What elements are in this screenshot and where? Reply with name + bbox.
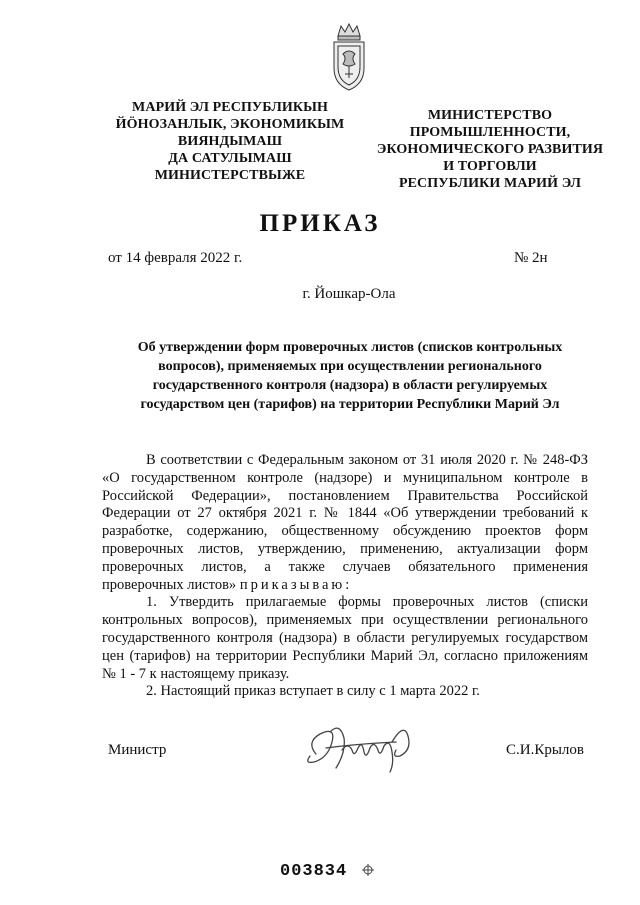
header-russian-name — [340, 107, 640, 192]
header-right-line: РЕСПУБЛИКИ МАРИЙ ЭЛ — [398, 176, 582, 191]
header-marii-name — [100, 99, 360, 184]
item-1-paragraph: 1. Утвердить прилагаемые формы проверочных листов (списки контрольных вопросов), применяемых при осуществлении регионального государственного контроля (надзора) в области регулируемых государством цен (тарифов) на территории Республики Марий Эл, согласно приложениям № 1 - 7 к настоящему приказу. — [102, 594, 588, 682]
header-right-line: ЭКОНОМИЧЕСКОГО РАЗВИТИЯ — [376, 142, 604, 157]
header-left-line: МАРИЙ ЭЛ РЕСПУБЛИКЫН — [132, 100, 328, 115]
stamp-mark-icon — [362, 864, 374, 876]
signatory-position: Министр — [108, 742, 167, 758]
document-number: № 2н — [514, 250, 548, 266]
subject-line: государственного контроля (надзора) в области регулируемых — [152, 378, 548, 393]
preamble-text: В соответствии с Федеральным законом от 31 июля 2020 г. № 248-ФЗ «О государственном контроле (надзоре) и муниципальном контроле в Российской Федерации», постановлением Правительства Российской Федерации от 27 октября 2021 г. № 1844 «Об утверждении требований к разработке, содержанию, общественному обсуждению проектов форм проверочных листов, утверждению, применению, актуализации форм проверочных листов, а также случаев обязательного применения проверочных листов» — [102, 452, 588, 593]
subject-line: Об утверждении форм проверочных листов (списков контрольных — [137, 340, 563, 355]
header-left-line: ВИЯНДЫМАШ — [177, 134, 283, 149]
order-word: приказываю: — [239, 576, 353, 593]
header-left-line: ДА САТУЛЫМАШ — [168, 151, 292, 166]
subject-line: государством цен (тарифов) на территории Республики Марий Эл — [140, 397, 560, 412]
header-left-line: ЙӦНОЗАНЛЫК, ЭКОНОМИКЫМ — [115, 117, 345, 132]
document-date: от 14 февраля 2022 г. — [108, 250, 243, 266]
document-subject — [100, 338, 600, 414]
serial-number: 003834 — [280, 862, 348, 881]
subject-line: вопросов), применяемых при осуществлении регионального — [158, 359, 542, 374]
header-right-line: И ТОРГОВЛИ — [443, 159, 537, 174]
item-2-paragraph: 2. Настоящий приказ вступает в силу с 1 марта 2022 г. — [146, 683, 480, 700]
header-left-line: МИНИСТЕРСТВЫЖЕ — [154, 168, 306, 183]
handwritten-signature — [296, 712, 436, 782]
preamble-paragraph — [102, 452, 588, 594]
header-right-line: МИНИСТЕРСТВО — [427, 108, 553, 123]
document-city: г. Йошкар-Ола — [302, 286, 396, 302]
document-title: ПРИКАЗ — [259, 210, 381, 237]
coat-of-arms-emblem — [328, 22, 370, 94]
document-body — [102, 452, 588, 701]
header-right-line: ПРОМЫШЛЕННОСТИ, — [409, 125, 571, 140]
signatory-name: С.И.Крылов — [506, 742, 584, 758]
